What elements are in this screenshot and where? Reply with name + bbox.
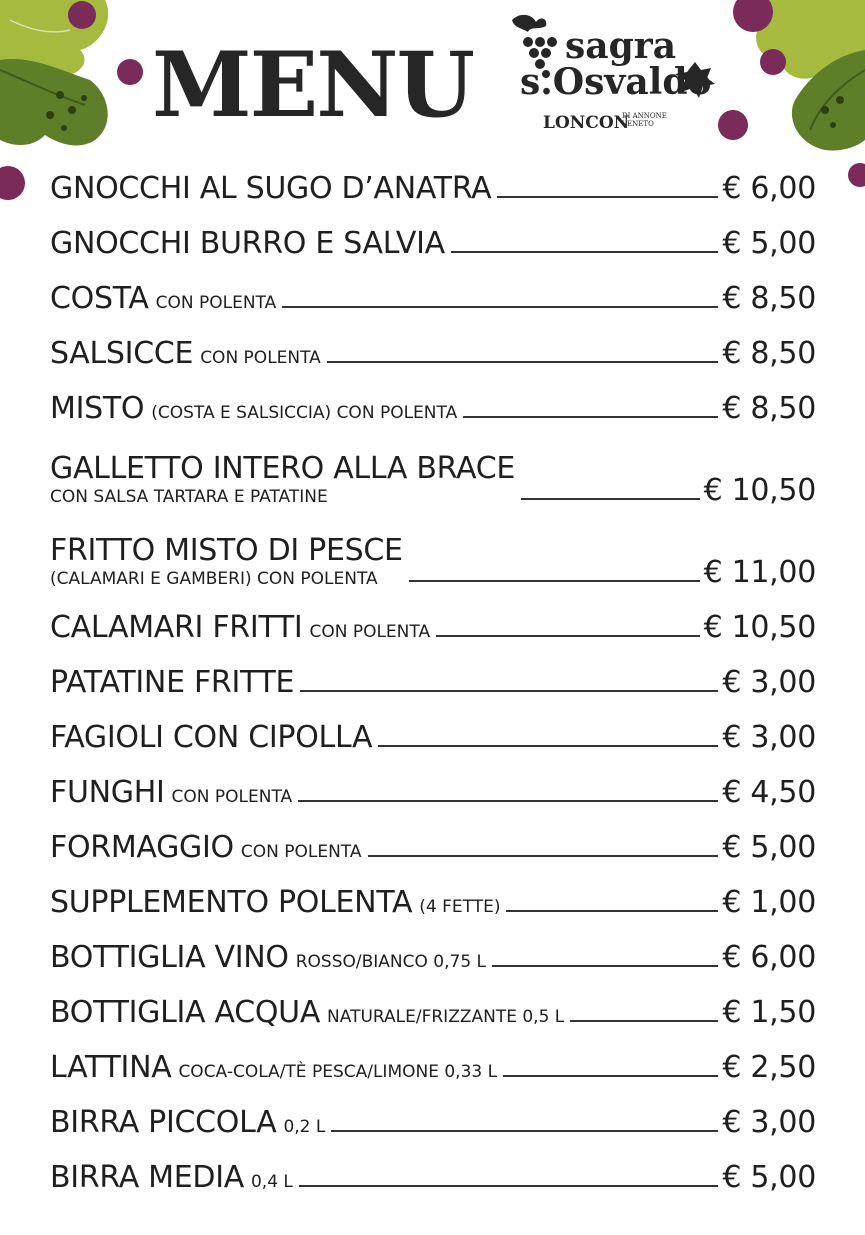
item-note: ROSSO/BIANCO 0,75 L bbox=[295, 952, 487, 972]
item-note: (4 FETTE) bbox=[419, 897, 501, 917]
menu-item bbox=[50, 380, 816, 435]
leader-line bbox=[506, 910, 718, 912]
item-price: € 8,50 bbox=[722, 336, 816, 371]
logo-loncon-text: LONCON bbox=[543, 113, 630, 133]
leader-line bbox=[409, 580, 700, 582]
item-name: MISTO bbox=[50, 391, 145, 426]
item-price: € 5,00 bbox=[722, 1160, 816, 1195]
item-name: BIRRA PICCOLA bbox=[50, 1105, 277, 1140]
leader-line bbox=[331, 1130, 718, 1132]
item-price: € 2,50 bbox=[722, 1050, 816, 1085]
item-subtitle: (CALAMARI E GAMBERI) CON POLENTA bbox=[50, 569, 378, 589]
menu-item bbox=[50, 654, 816, 709]
menu-item bbox=[50, 1149, 816, 1204]
leader-line bbox=[378, 745, 718, 747]
item-name: FUNGHI bbox=[50, 775, 165, 810]
leader-line bbox=[503, 1075, 718, 1077]
item-price: € 4,50 bbox=[722, 775, 816, 810]
item-price: € 3,00 bbox=[722, 1105, 816, 1140]
leader-line bbox=[299, 1185, 718, 1187]
item-price: € 3,00 bbox=[722, 720, 816, 755]
item-name: LATTINA bbox=[50, 1050, 172, 1085]
item-price: € 8,50 bbox=[722, 281, 816, 316]
item-name: GNOCCHI AL SUGO D’ANATRA bbox=[50, 171, 492, 206]
item-note: CON POLENTA bbox=[155, 293, 277, 313]
item-price: € 8,50 bbox=[722, 391, 816, 426]
menu-item bbox=[50, 325, 816, 380]
item-subtitle: CON SALSA TARTARA E PATATINE bbox=[50, 487, 328, 507]
leader-line bbox=[300, 690, 718, 692]
item-name: FRITTO MISTO DI PESCE bbox=[50, 533, 403, 568]
leader-line bbox=[463, 416, 718, 418]
item-name: FORMAGGIO bbox=[50, 830, 234, 865]
menu-item bbox=[50, 160, 816, 215]
item-name: BOTTIGLIA VINO bbox=[50, 940, 289, 975]
menu-item bbox=[50, 270, 816, 325]
item-note: CON POLENTA bbox=[200, 348, 321, 368]
leader-line bbox=[521, 498, 700, 500]
item-price: € 1,00 bbox=[722, 885, 816, 920]
item-note: (COSTA E SALSICCIA) CON POLENTA bbox=[151, 403, 458, 423]
menu-title: MENU bbox=[152, 32, 473, 138]
item-name: COSTA bbox=[50, 281, 149, 316]
leader-line bbox=[368, 855, 719, 857]
menu-item bbox=[50, 215, 816, 270]
item-note: CON POLENTA bbox=[309, 622, 431, 642]
item-name: GNOCCHI BURRO E SALVIA bbox=[50, 226, 445, 261]
menu-item bbox=[50, 709, 816, 764]
item-name: CALAMARI FRITTI bbox=[50, 610, 303, 645]
item-note: CON POLENTA bbox=[240, 842, 362, 862]
menu-item bbox=[50, 1039, 816, 1094]
menu-item bbox=[50, 929, 816, 984]
leader-line bbox=[298, 800, 718, 802]
leader-line bbox=[436, 635, 699, 637]
item-price: € 6,00 bbox=[722, 940, 816, 975]
logo-sagra-text: sagra bbox=[565, 25, 677, 67]
item-price: € 3,00 bbox=[722, 665, 816, 700]
menu-item bbox=[50, 1094, 816, 1149]
leader-line bbox=[327, 361, 719, 363]
sagra-logo bbox=[510, 12, 720, 142]
leader-line bbox=[497, 196, 718, 198]
item-name: PATATINE FRITTE bbox=[50, 665, 295, 700]
logo-annone-text: DI ANNONE VENETO bbox=[622, 112, 667, 128]
item-note: CON POLENTA bbox=[171, 787, 293, 807]
menu-item bbox=[50, 435, 816, 517]
item-price: € 10,50 bbox=[703, 473, 816, 508]
item-name: BOTTIGLIA ACQUA bbox=[50, 995, 321, 1030]
item-note: COCA-COLA/TÈ PESCA/LIMONE 0,33 L bbox=[178, 1062, 498, 1082]
leader-line bbox=[451, 251, 719, 253]
leader-line bbox=[282, 306, 718, 308]
menu-item bbox=[50, 517, 816, 599]
menu-items-list bbox=[50, 160, 816, 1204]
menu-item bbox=[50, 874, 816, 929]
item-note: 0,2 L bbox=[283, 1117, 326, 1137]
logo-osvaldo-text: s.Osvaldo bbox=[520, 61, 712, 103]
item-name: GALLETTO INTERO ALLA BRACE bbox=[50, 451, 515, 486]
item-name: BIRRA MEDIA bbox=[50, 1160, 244, 1195]
item-name: SUPPLEMENTO POLENTA bbox=[50, 885, 413, 920]
leader-line bbox=[492, 965, 718, 967]
item-note: 0,4 L bbox=[250, 1172, 293, 1192]
item-price: € 6,00 bbox=[722, 171, 816, 206]
item-name: SALSICCE bbox=[50, 336, 194, 371]
item-price: € 5,00 bbox=[722, 226, 816, 261]
item-price: € 1,50 bbox=[722, 995, 816, 1030]
menu-item bbox=[50, 984, 816, 1039]
item-name: FAGIOLI CON CIPOLLA bbox=[50, 720, 373, 755]
leader-line bbox=[570, 1020, 718, 1022]
menu-item bbox=[50, 599, 816, 654]
item-price: € 10,50 bbox=[703, 610, 816, 645]
menu-item bbox=[50, 819, 816, 874]
item-price: € 5,00 bbox=[722, 830, 816, 865]
item-price: € 11,00 bbox=[703, 555, 816, 590]
item-note: NATURALE/FRIZZANTE 0,5 L bbox=[327, 1007, 565, 1027]
menu-item bbox=[50, 764, 816, 819]
